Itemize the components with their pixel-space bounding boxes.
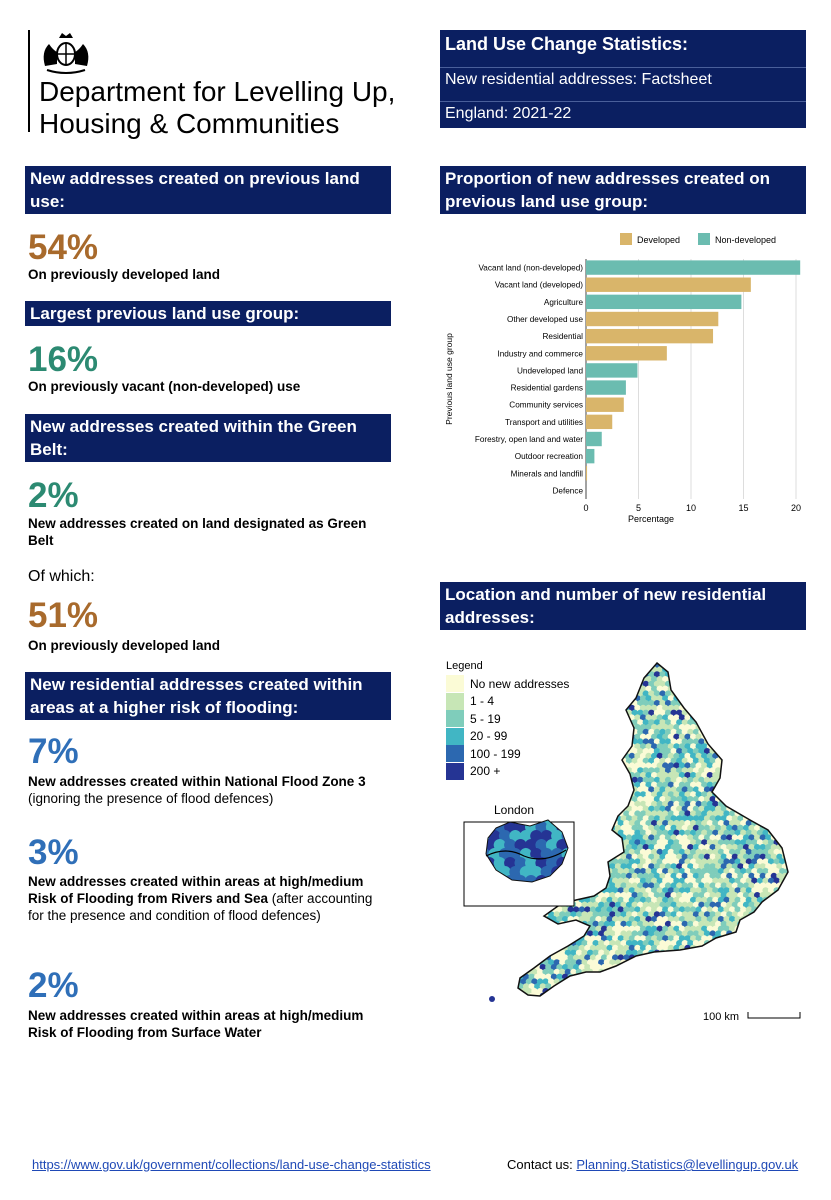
bar — [586, 398, 624, 412]
rivers-sea-note: (after accounting for the presence and condition of flood defences) — [28, 891, 373, 923]
royal-crest-icon — [39, 30, 93, 74]
bar — [586, 449, 594, 463]
heading-green-belt: New addresses created within the Green Belt: — [25, 414, 391, 462]
stat-developed-desc: On previously developed land — [28, 267, 221, 282]
legend-label: 200 + — [470, 764, 501, 779]
legend-label: No new addresses — [470, 676, 570, 691]
stat-green-belt-desc: New addresses created on land designated as Green Belt — [28, 516, 367, 548]
heading-map: Location and number of new residential addresses: — [440, 582, 806, 630]
y-tick-label: Community services — [509, 400, 583, 410]
legend-label: 100 - 199 — [470, 746, 521, 761]
y-tick-label: Transport and utilities — [505, 417, 583, 427]
y-tick-label: Forestry, open land and water — [474, 435, 583, 444]
stat-green-belt-developed-pct: 51% — [28, 596, 99, 635]
bar — [586, 415, 612, 429]
x-tick-label: 10 — [685, 503, 697, 513]
stat-largest-pct: 16% — [28, 340, 99, 379]
y-tick-label: Residential — [542, 332, 583, 342]
stat-rivers-sea-pct: 3% — [28, 833, 79, 872]
contact-line — [507, 1157, 798, 1172]
stat-flood-zone-desc — [28, 773, 388, 807]
contact-email-link[interactable]: Planning.Statistics@levellingup.gov.uk — [576, 1157, 799, 1172]
stat-green-belt-pct: 2% — [28, 476, 79, 515]
stat-rivers-sea-desc — [28, 873, 388, 924]
y-tick-label: Vacant land (developed) — [494, 280, 583, 290]
legend-swatch-1 — [698, 233, 710, 245]
heading-chart: Proportion of new addresses created on previous land use group: — [440, 166, 806, 214]
bar — [586, 466, 587, 480]
flood-zone-note: (ignoring the presence of flood defences) — [28, 791, 274, 806]
dept-logo — [28, 30, 408, 140]
y-tick-label: Agriculture — [543, 297, 583, 307]
heading-previous-land-use: New addresses created on previous land use: — [25, 166, 391, 214]
land-use-bar-chart — [440, 222, 806, 532]
legend-label: 5 - 19 — [470, 711, 501, 726]
stat-surface-water-desc: New addresses created within areas at high/medium Risk of Flooding from Surface Water — [28, 1008, 364, 1040]
collection-link[interactable]: https://www.gov.uk/government/collections/land-use-change-statistics — [32, 1157, 431, 1172]
bar — [586, 260, 800, 274]
scilly-isles — [489, 996, 495, 1002]
bar — [586, 432, 602, 446]
x-tick-label: 0 — [583, 503, 589, 513]
y-tick-label: Vacant land (non-developed) — [478, 263, 583, 273]
dept-name-line2: Housing & Communities — [39, 108, 340, 139]
rivers-sea-bold: New addresses created within areas at high/medium Risk of Flooding from Rivers and Sea — [28, 874, 364, 906]
y-axis-label: Previous land use group — [444, 333, 454, 425]
y-tick-label: Other developed use — [506, 315, 583, 324]
y-tick-label: Industry and commerce — [497, 349, 583, 359]
bar — [586, 346, 667, 360]
of-which-label: Of which: — [28, 568, 95, 585]
bar — [586, 295, 741, 309]
factsheet-title: Land Use Change Statistics: — [440, 30, 806, 68]
title-box — [440, 30, 806, 128]
london-inset-label: London — [493, 803, 535, 817]
legend-label: 20 - 99 — [470, 729, 508, 744]
legend-title: Legend — [446, 660, 483, 672]
flood-zone-bold: New addresses created within National Flood Zone 3 — [28, 774, 366, 789]
factsheet-period: England: 2021-22 — [445, 105, 572, 122]
x-tick-label: 20 — [790, 503, 802, 513]
stat-flood-zone-pct: 7% — [28, 732, 79, 771]
legend-swatch-0 — [620, 233, 632, 245]
x-tick-label: 5 — [635, 503, 642, 513]
legend-label-0: Developed — [637, 235, 681, 245]
x-axis-label: Percentage — [627, 514, 675, 524]
contact-label: Contact us: — [507, 1157, 577, 1172]
y-tick-label: Undeveloped land — [516, 366, 583, 376]
y-tick-label: Minerals and landfill — [510, 469, 583, 479]
bar — [586, 312, 718, 326]
legend-label-1: Non-developed — [715, 235, 777, 245]
stat-largest-desc: On previously vacant (non-developed) use — [28, 379, 301, 394]
bar — [586, 380, 626, 394]
dept-name-line1: Department for Levelling Up, — [39, 76, 396, 107]
y-tick-label: Residential gardens — [510, 383, 583, 393]
heading-flooding: New residential addresses created within areas at a higher risk of flooding: — [25, 672, 391, 720]
legend-label: 1 - 4 — [470, 694, 495, 709]
scale-bar — [748, 1012, 800, 1018]
stat-green-belt-developed-desc: On previously developed land — [28, 638, 221, 653]
england-hex-map — [440, 650, 810, 1050]
heading-largest-group: Largest previous land use group: — [25, 301, 391, 326]
factsheet-subtitle: New residential addresses: Factsheet — [440, 68, 806, 102]
stat-developed-pct: 54% — [28, 228, 99, 267]
x-tick-label: 15 — [738, 503, 749, 513]
y-tick-label: Outdoor recreation — [514, 452, 583, 462]
scale-bar-label: 100 km — [703, 1011, 740, 1023]
y-tick-label: Defence — [552, 486, 583, 496]
logo-rule — [28, 30, 30, 132]
stat-surface-water-pct: 2% — [28, 966, 79, 1005]
bar — [586, 329, 713, 343]
bar — [586, 363, 637, 377]
bar — [586, 278, 751, 292]
